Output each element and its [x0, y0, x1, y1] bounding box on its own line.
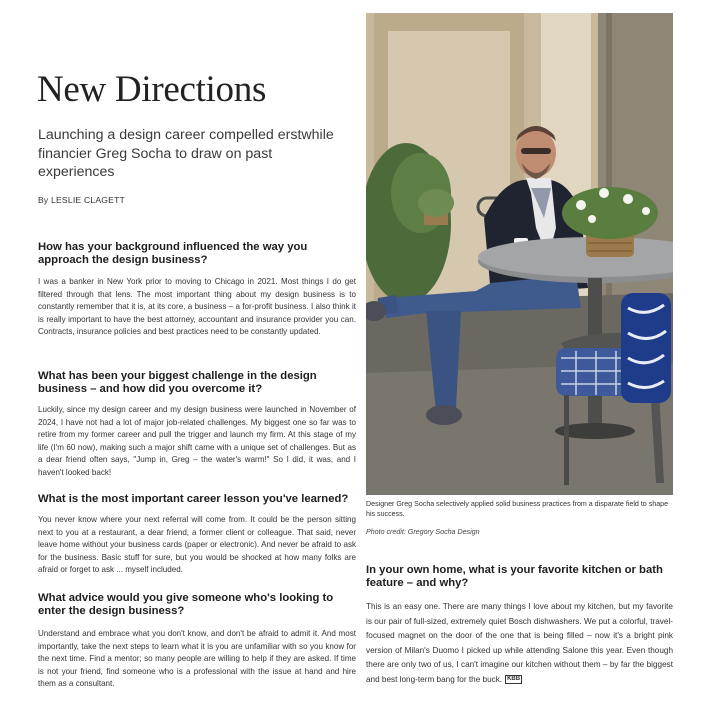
end-mark-logo: KBB — [507, 675, 521, 682]
white-flower — [599, 188, 609, 198]
answer-kitchen-feature — [366, 600, 673, 687]
portrait-photo — [366, 13, 673, 495]
article-title: New Directions — [37, 69, 267, 110]
question-biggest-challenge: What has been your biggest challenge in the design business – and how did you overcome it? — [38, 370, 317, 396]
question-advice: What advice would you give someone who's looking to enter the design business? — [38, 592, 334, 618]
chair-leg — [564, 395, 569, 485]
white-flower — [623, 194, 633, 204]
question-background: How has your background influenced the way you approach the design business? — [38, 241, 308, 267]
white-flower — [576, 200, 586, 210]
answer-career-lesson: You never know where your next referral will come from. It could be the person sitting next to you at a restaurant, a dear friend, a former client or colleague. That said, never leave home without your business cards (paper or electronic). And never be afraid to ask for the business. Basic stuff for sure, but you would be shocked at how many folks are afraid or forget to ask ... myself included. — [38, 515, 356, 575]
glasses — [521, 148, 551, 154]
patio-scene-illustration — [366, 13, 673, 495]
article-deck: Launching a design career compelled erstwhile financier Greg Socha to draw on past experiences — [38, 127, 334, 181]
answer-kitchen-feature-text: This is an easy one. There are many things I love about my kitchen, but my favorite is our pair of full-sized, extremely quiet Bosch dishwashers. We put a colorful, travel-focused magnet on the door of the one that is being filled – now it's a bright pink version of Milan's Duomo I picked up while attending Salone this year. Even though there are only two of us, I can't imagine our kitchen without them – by far the biggest and best long-term bang for the buck. — [366, 602, 673, 684]
answer-advice: Understand and embrace what you don't know, and don't be afraid to admit it. And most importantly, take the next steps to learn what it is you are unfamiliar with so you know for the next time. Find a mentor; so many people are willing to help if they are asked. If time is not your friend, find someone who is a professional with the issue at hand and hire them as a consultant. — [38, 629, 356, 689]
answer-biggest-challenge: Luckily, since my design career and my design business were launched in November of 2024, I have not had a lot of major job-related challenges. My biggest one so far was to retire from my former career and pull the trigger and launch my firm. At this stage of my life (I'm 60 now), making such a major shift came with a unique set of challenges. But as a dear friend often says, "Jump in, Greg – the water's warm!" So I did, it was, and I haven't looked back! — [38, 405, 356, 477]
shoe — [426, 405, 462, 425]
column-shadow — [606, 13, 612, 333]
answer-background: I was a banker in New York prior to moving to Chicago in 2021. Most things I do get filtered through that lens. The most important thing about my design business is to constantly remember that it is, at its core, a business – a for-profit business. I also think it is really important to have the best attorney, accountant and insurance provider you can. Contracts, insurance policies and best practices need to be constantly updated. — [38, 277, 356, 337]
photo-caption: Designer Greg Socha selectively applied solid business practices from a disparate field to shape his success. — [366, 500, 669, 519]
photo-credit: Photo credit: Gregory Socha Design — [366, 528, 480, 536]
question-career-lesson: What is the most important career lesson you've learned? — [38, 493, 349, 505]
small-plant — [418, 189, 454, 217]
white-flower — [642, 207, 650, 215]
question-kitchen-feature: In your own home, what is your favorite kitchen or bath feature – and why? — [366, 564, 663, 590]
white-flower — [588, 215, 596, 223]
byline: By LESLIE CLAGETT — [38, 195, 125, 205]
